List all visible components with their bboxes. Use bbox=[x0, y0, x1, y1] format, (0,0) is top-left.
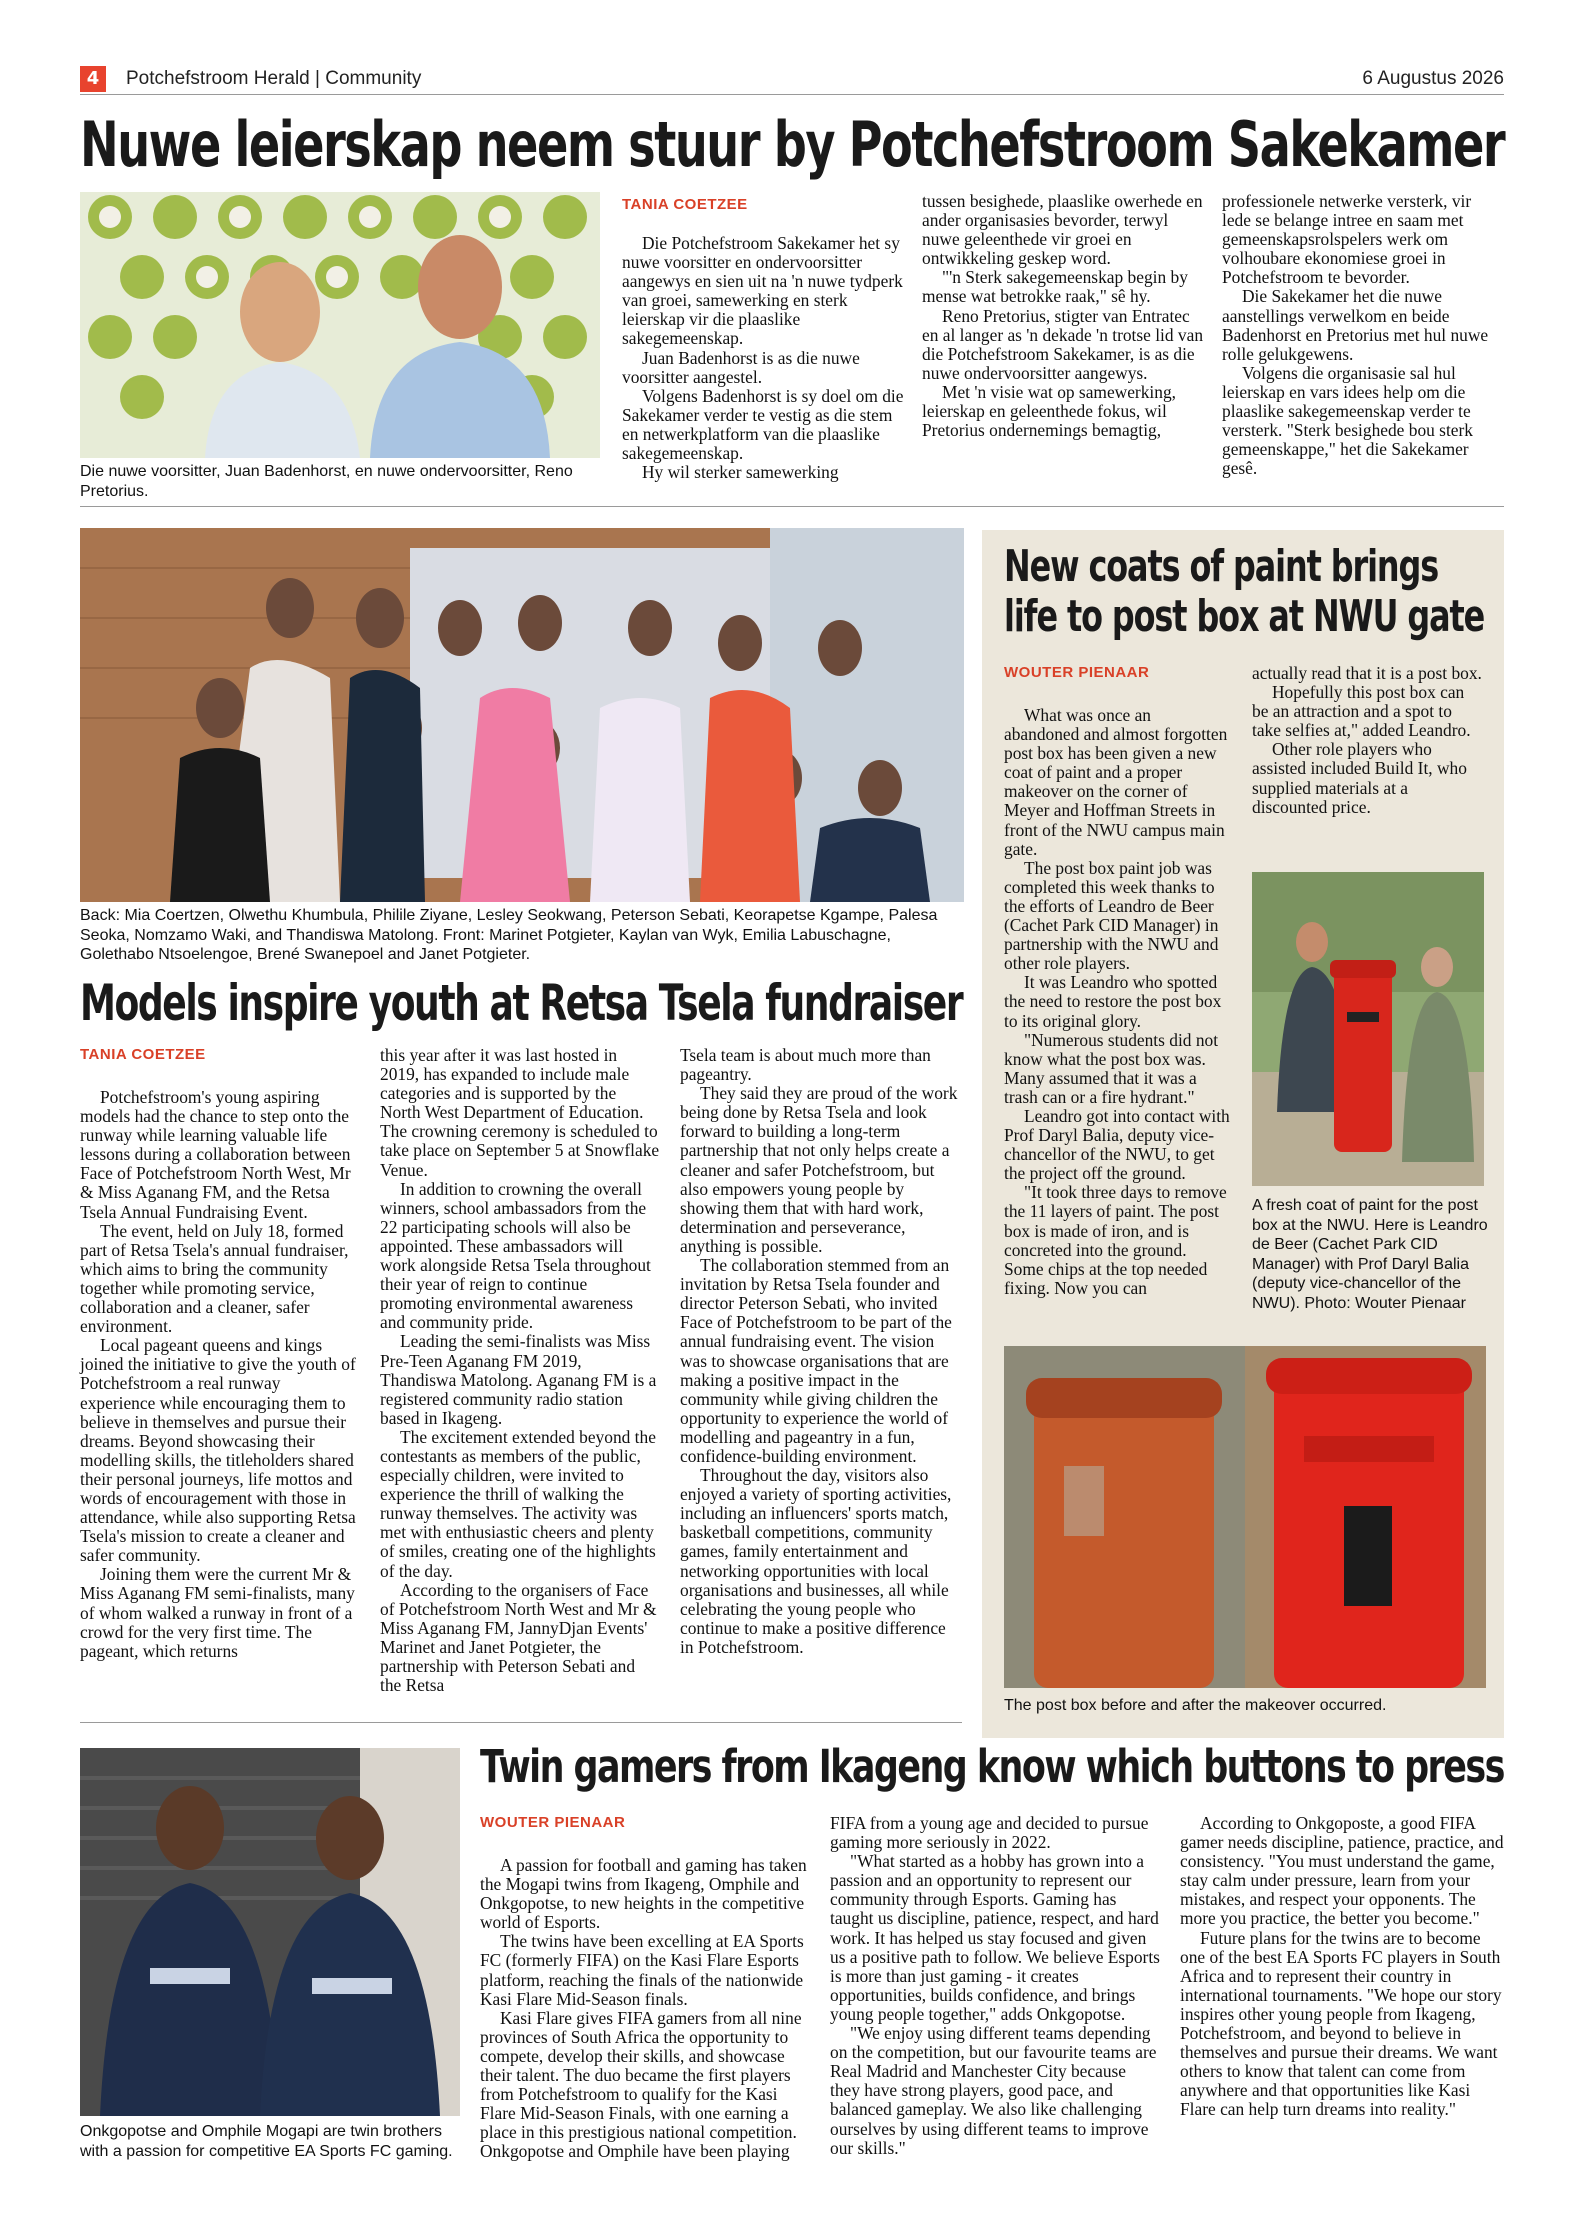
paragraph: The event, held on July 18, formed part of Retsa Tsela's annual fundraiser, which aims to bring the community together while promoting service, collaboration and a cleaner, safer environment. bbox=[80, 1220, 349, 1337]
article3-photo-wide bbox=[1004, 1346, 1486, 1688]
article1-photo bbox=[80, 192, 600, 458]
portrait-photo-icon bbox=[80, 192, 600, 458]
article1-col2 bbox=[922, 192, 1204, 440]
article1-caption: Die nuwe voorsitter, Juan Badenhorst, en nuwe ondervoorsitter, Reno Pretorius. bbox=[80, 463, 573, 500]
twins-photo-icon bbox=[80, 1748, 460, 2116]
paragraph: Joining them were the current Mr & Miss Aganang FM semi-finalists, many of whom walked a runway in front of a crowd for the very first time. The pageant, which returns bbox=[80, 1564, 355, 1661]
article2-col1 bbox=[80, 1088, 360, 1661]
article4-caption: Onkgopotse and Omphile Mogapi are twin brothers with a passion for competitive EA Sports FC gaming. bbox=[80, 2123, 453, 2160]
paragraph: this year after it was last hosted in 2019, has expanded to include male categories and is supported by the North West Department of Education. The crowning ceremony is scheduled to take place on September 5 at Snowflake Venue. bbox=[380, 1045, 660, 1180]
article3-caption-wide: The post box before and after the makeover occurred. bbox=[1004, 1697, 1387, 1714]
paragraph: "It took three days to remove the 11 layers of paint. The post box is made of iron, and is concreted into the ground. Some chips at the top needed fixing. Now you can bbox=[1004, 1182, 1227, 1298]
paragraph: "Numerous students did not know what the post box was. Many assumed that it was a trash can or a fire hydrant." bbox=[1004, 1029, 1219, 1107]
article1-col1 bbox=[622, 234, 904, 482]
paragraph: According to Onkgoposte, a good FIFA gamer needs discipline, patience, practice, and consistency. "You must understand the game, stay calm under pressure, learn from your mistakes, and respect your opponents. The more you practice, the better you become." bbox=[1180, 1813, 1504, 1929]
article3-headline-line2: life to post box at NWU gate bbox=[1004, 591, 1485, 642]
paragraph: Other role players who assisted included Build It, who supplied materials at a discounted price. bbox=[1252, 739, 1467, 817]
article3-headline-line1: New coats of paint brings bbox=[1004, 541, 1439, 592]
article4-photo bbox=[80, 1748, 460, 2116]
article3-col1 bbox=[1004, 706, 1230, 1298]
paragraph: In addition to crowning the overall winners, school ambassadors from the 22 participating schools will also be appointed. These ambassadors will work alongside Retsa Tsela throughout their year of reign to continue promoting environmental awareness and community pride. bbox=[380, 1178, 651, 1333]
article4-col1 bbox=[480, 1856, 810, 2162]
postbox-photo-icon bbox=[1252, 872, 1484, 1186]
paragraph: Hopefully this post box can be an attraction and a spot to take selfies at," added Leandro. bbox=[1252, 682, 1471, 741]
article4-col3 bbox=[1180, 1814, 1504, 2120]
article2-photo bbox=[80, 528, 964, 902]
paragraph: Hy wil sterker samewerking bbox=[642, 462, 839, 483]
article1-headline: Nuwe leierskap neem stuur by Potchefstroom Sakekamer bbox=[80, 108, 1505, 181]
article4-col2 bbox=[830, 1814, 1160, 2158]
article2-col3 bbox=[680, 1046, 962, 1657]
section-title: Potchefstroom Herald | Community bbox=[126, 68, 422, 89]
group-photo-icon bbox=[80, 528, 964, 902]
paragraph: Met 'n visie wat op samewerking, leierskap en geleenthede fokus, wil Pretorius ondernemings bemagtig, bbox=[922, 381, 1176, 441]
article1-col3 bbox=[1222, 192, 1504, 478]
article2-col2 bbox=[380, 1046, 660, 1695]
article4-byline: WOUTER PIENAAR bbox=[480, 1814, 626, 1831]
paragraph: Kasi Flare gives FIFA gamers from all nine provinces of South Africa the opportunity to compete, develop their skills, and showcase their talent. The duo became the first players from Potchefstroom to qualify for the Kasi Flare Mid-Season Finals, with one earning a place in this prestigious national competition. Onkgopotse and Omphile have been playing bbox=[480, 2007, 802, 2162]
paragraph: According to the organisers of Face of Potchefstroom North West and Mr & Miss Aganang FM, JannyDjan Events' Marinet and Janet Potgieter, the partnership with Peterson Sebati and the Retsa bbox=[380, 1579, 657, 1696]
postbox-before-after-icon bbox=[1004, 1346, 1486, 1688]
paragraph: Juan Badenhorst is as die nuwe voorsitter aangestel. bbox=[622, 347, 860, 387]
article3-byline: WOUTER PIENAAR bbox=[1004, 664, 1150, 681]
paragraph: It was Leandro who spotted the need to restore the post box to its original glory. bbox=[1004, 972, 1222, 1031]
paragraph: They said they are proud of the work being done by Retsa Tsela and look forward to building a long-term partnership that not only helps create a cleaner and safer Potchefstroom, but also empowers young people by showing them that with hard work, determination and perseverance, anything is possible. bbox=[680, 1083, 958, 1256]
paragraph: tussen besighede, plaaslike owerhede en ander organisasies bevorder, terwyl nuwe geleenthede vir groei en ontwikkeling geskep word. bbox=[922, 191, 1203, 269]
article3-caption-small: A fresh coat of paint for the post box at the NWU. Here is Leandro de Beer (Cachet Park CID Manager) with Prof Daryl Balia (deputy vice-chancellor of the NWU). Photo: Wouter Pienaar bbox=[1252, 1197, 1488, 1312]
header-rule bbox=[80, 94, 1504, 95]
article2-headline: Models inspire youth at Retsa Tsela fundraiser bbox=[80, 974, 963, 1032]
paragraph: Die Sakekamer het die nuwe aanstellings verwelkom en beide Badenhorst en Pretorius met hul nuwe rolle gelukgewens. bbox=[1222, 286, 1489, 364]
paragraph: The post box paint job was completed this week thanks to the efforts of Leandro de Beer (Cachet Park CID Manager) in partnership with the NWU and other role players. bbox=[1004, 857, 1219, 974]
article1-byline: TANIA COETZEE bbox=[622, 196, 748, 213]
paragraph: "We enjoy using different teams depending on the competition, but our favourite teams are Real Madrid and Manchester City because they have strong players, good pace, and balanced gameplay. We also like challenging ourselves by using different teams to improve our skills." bbox=[830, 2023, 1157, 2158]
article3-photo-small bbox=[1252, 872, 1484, 1186]
paragraph: Throughout the day, visitors also enjoyed a variety of sporting activities, including an influencers' sports match, basketball competitions, community games, family entertainment and networking opportunities with local organisations and businesses, all while celebrating the young people who continue to make a positive difference in Potchefstroom. bbox=[680, 1465, 952, 1657]
article2-caption: Back: Mia Coertzen, Olwethu Khumbula, Philile Ziyane, Lesley Seokwang, Peterson Sebati, Keorapetse Kgampe, Palesa Seoka, Nomzamo Waki, and Thandiswa Matolong. Front: Marinet Potgieter, Kaylan van Wyk, Emilia Labuschagne, Golethabo Ntsoelengoe, Brené Swanepoel and Janet Potgieter. bbox=[80, 907, 938, 963]
issue-date: 6 Augustus 2026 bbox=[1362, 68, 1504, 89]
paragraph: Volgens Badenhorst is sy doel om die Sakekamer verder te vestig as die stem en netwerkplatform van die plaaslike sakegemeenskap. bbox=[622, 385, 904, 464]
article4-headline: Twin gamers from Ikageng know which buttons to press bbox=[480, 1740, 1504, 1793]
paragraph: Reno Pretorius, stigter van Entratec en al langer as 'n dekade 'n trotse lid van die Potchefstroom Sakekamer, is as die nuwe ondervoorsitter aangewys. bbox=[922, 305, 1204, 383]
paragraph: Leandro got into contact with Prof Daryl Balia, deputy vice-chancellor of the NWU, to get the project off the ground. bbox=[1004, 1105, 1230, 1184]
paragraph: professionele netwerke versterk, vir lede se belange intree en saam met gemeenskapsrolspelers werk om volhoubare ekonomiese groei in Potchefstroom te bevorder. bbox=[1222, 191, 1472, 288]
paragraph: Die Potchefstroom Sakekamer het sy nuwe voorsitter en ondervoorsitter aangewys en sien uit na 'n nuwe tydperk van groei, samewerking en sterk leierskap vir die plaaslike sakegemeenskap. bbox=[622, 233, 903, 349]
page-number: 4 bbox=[80, 66, 106, 92]
article3-col2 bbox=[1252, 664, 1484, 817]
paragraph: The excitement extended beyond the contestants as members of the public, especially children, were invited to experience the thrill of walking the runway themselves. The activity was met with enthusiastic cheers and plenty of smiles, creating one of the highlights of the day. bbox=[380, 1426, 656, 1581]
paragraph: Potchefstroom's young aspiring models had the chance to step onto the runway while learning valuable life lessons during a collaboration between Face of Potchefstroom North West, Mr & Miss Aganang FM, and the Retsa Tsela Annual Fundraising Event. bbox=[80, 1087, 351, 1222]
paragraph: What was once an abandoned and almost forgotten post box has been given a new coat of paint and a proper makeover on the corner of Meyer and Hoffman Streets in front of the NWU campus main gate. bbox=[1004, 705, 1228, 859]
paragraph: "'n Sterk sakegemeenskap begin by mense wat betrokke raak," sê hy. bbox=[922, 267, 1188, 307]
paragraph: Volgens die organisasie sal hul leierskap en vars idees help om die plaaslike sakegemeenskap verder te versterk. "Sterk besighede bou sterk gemeenskappe," het die Sakekamer gesê. bbox=[1222, 362, 1473, 479]
paragraph: Future plans for the twins are to become one of the best EA Sports FC players in South Africa and to represent their country in international tournaments. "We hope our story inspires other young people from Ikageng, Potchefstroom, and beyond to believe in themselves and pursue their dreams. We want others to know that talent can come from anywhere and that opportunities like Kasi Flare can help turn dreams into reality." bbox=[1180, 1927, 1502, 2120]
article2-byline: TANIA COETZEE bbox=[80, 1046, 206, 1063]
paragraph: Leading the semi-finalists was Miss Pre-Teen Aganang FM 2019, Thandiswa Matolong. Aganang FM is a registered community radio station based in Ikageng. bbox=[380, 1331, 657, 1428]
paragraph: Tsela team is about much more than pageantry. bbox=[680, 1045, 931, 1085]
paragraph: A passion for football and gaming has taken the Mogapi twins from Ikageng, Omphile and Onkgopotse, to new heights in the competitive world of Esports. bbox=[480, 1855, 807, 1933]
paragraph: "What started as a hobby has grown into a passion and an opportunity to represent our community through Esports. Gaming has taught us discipline, patience, respect, and hard work. It has helped us stay focused and given us a positive path to follow. We believe Esports is more than just gaming - it creates opportunities, builds confidence, and brings young people together," adds Onkgopotse. bbox=[830, 1851, 1160, 2024]
paragraph: FIFA from a young age and decided to pursue gaming more seriously in 2022. bbox=[830, 1813, 1149, 1853]
paragraph: Local pageant queens and kings joined the initiative to give the youth of Potchefstroom a real runway experience while encouraging them to believe in themselves and pursue their dreams. Beyond showcasing their modelling skills, the titleholders shared their personal journeys, life mottos and words of encouragement with those in attendance, while also supporting Retsa Tsela's mission to create a cleaner and safer community. bbox=[80, 1335, 356, 1566]
paragraph: The twins have been excelling at EA Sports FC (formerly FIFA) on the Kasi Flare Esports platform, reaching the finals of the nationwide Kasi Flare Mid-Season finals. bbox=[480, 1931, 804, 2009]
paragraph: The collaboration stemmed from an invitation by Retsa Tsela founder and director Peterson Sebati, who invited Face of Potchefstroom to be part of the annual fundraising event. The vision was to showcase organisations that are making a positive impact in the community while giving children the opportunity to experience the world of modelling and pageantry in a fun, confidence-building environment. bbox=[680, 1255, 952, 1466]
section-divider bbox=[80, 1722, 962, 1723]
section-divider bbox=[80, 506, 1504, 507]
paragraph: actually read that it is a post box. bbox=[1252, 663, 1482, 683]
article3-headline bbox=[1004, 542, 1572, 642]
